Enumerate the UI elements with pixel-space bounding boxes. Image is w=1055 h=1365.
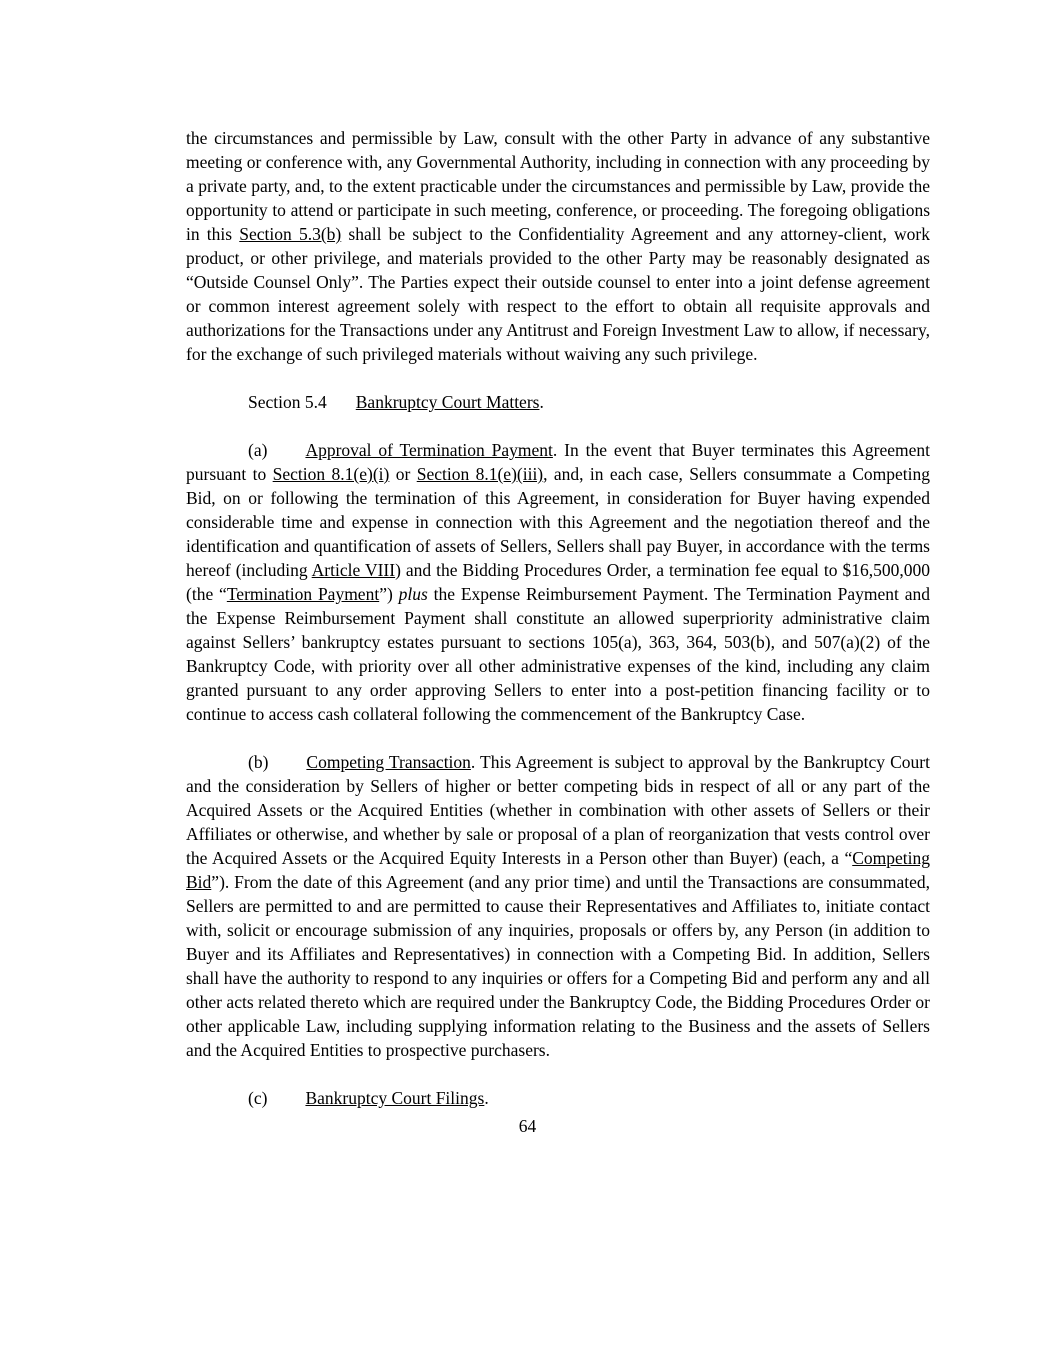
defined-term-competing-bid: Competing Bid (186, 848, 930, 892)
list-marker-c: (c) (248, 1088, 268, 1108)
section-number: Section 5.4 (248, 392, 327, 412)
list-marker-b: (b) (248, 752, 269, 772)
subsection-title-competing-transaction: Competing Transaction (306, 752, 471, 772)
list-marker-a: (a) (248, 440, 268, 460)
text-run: , and, in each case, Sellers consummate a Competing Bid, on or following the termination of this Agreement, in consideration for Buyer having expended considerable time and expense in connection with this Agreement and the negotiation thereof and the identification and quantification of assets of Sellers, Sellers shall pay Buyer, in accordance with the terms hereof (including (186, 464, 931, 580)
section-title: Bankruptcy Court Matters (355, 392, 540, 412)
text-run: ”). From the date of this Agreement (and any prior time) and until the Transactions are consummated, Sellers are permitted to and are permitted to cause their Representatives and Affiliates to, initiate contact with, solicit or encourage submission of any inquiries, proposals or offers by, any Person (in addition to Buyer and its Affiliates and Representatives) in connection with a Competing Bid. In addition, Sellers shall have the authority to respond to any inquiries or offers for a Competing Bid and perform any and all other acts related thereto which are required under the Bankruptcy Code, the Bidding Procedures Order or other applicable Law, including supplying information relating to the Business and the assets of Sellers and the Acquired Entities to prospective purchasers. (186, 872, 930, 1060)
paragraph-c (186, 1086, 930, 1110)
ref-article-viii: Article VIII (311, 560, 396, 580)
text-run: . (484, 1088, 489, 1108)
text-run: ) and the Bidding Procedures Order, a termination fee equal to $16,500,000 (the “ (186, 560, 931, 604)
heading-section-5-4 (186, 390, 930, 414)
paragraph-b (186, 750, 930, 1062)
page-number: 64 (518, 1116, 537, 1136)
ref-section-5-3-b: Section 5.3(b) (239, 224, 342, 244)
text-run: or (389, 464, 417, 484)
ref-section-8-1-e-i: Section 8.1(e)(i) (272, 464, 390, 484)
text-run: shall be subject to the Confidentiality Agreement and any attorney-client, work product, or other privilege, and materials provided to the other Party may be reasonably designated as “Outside Counsel Only”. The Parties expect their outside counsel to enter into a joint defense agreement or common interest agreement solely with respect to the effort to obtain all requisite approvals and authorizations for the Transactions under any Antitrust and Foreign Investment Law to allow, if necessary, for the exchange of such privileged materials without waiving any such privilege. (186, 224, 930, 364)
subsection-title-approval-of-termination-payment: Approval of Termination Payment (305, 440, 553, 460)
text-run: . In the event that Buyer terminates this Agreement pursuant to (186, 440, 930, 484)
ref-section-8-1-e-iii: Section 8.1(e)(iii) (416, 464, 544, 484)
italic-plus: plus (398, 584, 428, 604)
text-run: ”) (379, 584, 399, 604)
paragraph-a (186, 438, 930, 726)
paragraph-continuation (186, 126, 930, 366)
text-run: the circumstances and permissible by Law, consult with the other Party in advance of any substantive meeting or conference with, any Governmental Authority, including in connection with any proceeding by a private party, and, to the extent practicable under the circumstances and permissible by Law, provide the opportunity to attend or participate in such meeting, conference, or proceeding. The foregoing obligations in this (186, 128, 930, 244)
subsection-title-bankruptcy-court-filings: Bankruptcy Court Filings (305, 1088, 485, 1108)
defined-term-termination-payment: Termination Payment (226, 584, 380, 604)
text-run: . This Agreement is subject to approval by the Bankruptcy Court and the consideration by Sellers of higher or better competing bids in respect of all or any part of the Acquired Assets or the Acquired Entities (whether in combination with other assets of Sellers or their Affiliates or otherwise, and whether by sale or proposal of a plan of reorganization that vests control over the Acquired Assets or the Acquired Equity Interests in a Person other than Buyer) (each, a “ (186, 752, 930, 868)
text-run: the Expense Reimbursement Payment. The Termination Payment and the Expense Reimbursement Payment shall constitute an allowed superpriority administrative claim against Sellers’ bankruptcy estates pursuant to sections 105(a), 363, 364, 503(b), and 507(a)(2) of the Bankruptcy Code, with priority over all other administrative expenses of the kind, including any claim granted pursuant to any order approving Sellers to enter into a post-petition financing facility or to continue to access cash collateral following the commencement of the Bankruptcy Case. (186, 584, 930, 724)
text-run: . (539, 392, 544, 412)
